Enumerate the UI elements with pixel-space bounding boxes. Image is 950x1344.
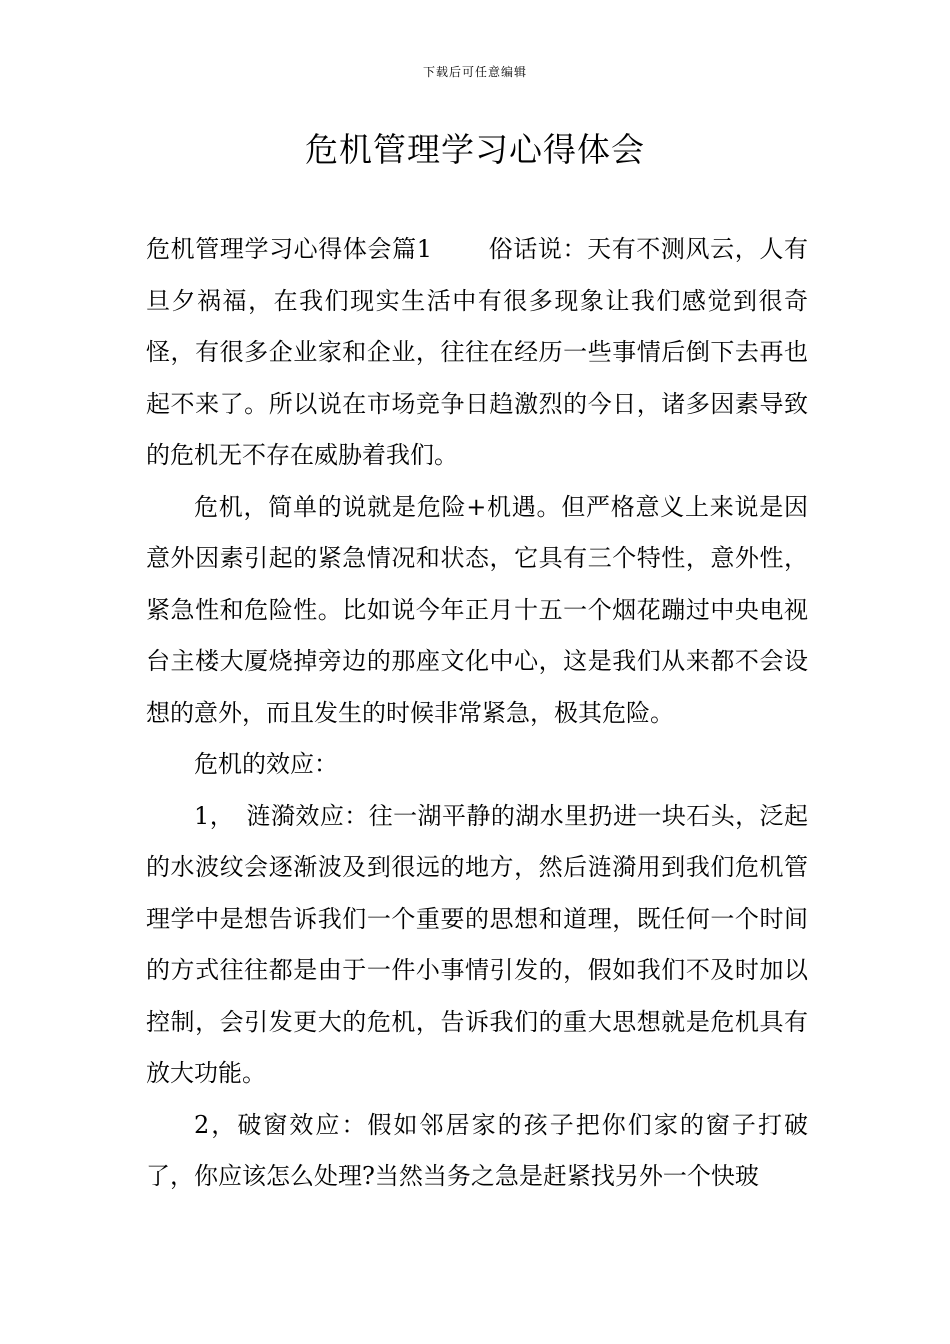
paragraph-intro [146, 224, 808, 482]
paragraph-list-item: 2，破窗效应：假如邻居家的孩子把你们家的窗子打破了，你应该怎么处理?当然当务之急是赶紧找另外一个快玻 [146, 1110, 808, 1190]
paragraph-text: 俗话说：天有不测风云，人有旦夕祸福，在我们现实生活中有很多现象让我们感觉到很奇怪，有很多企业家和企业，往往在经历一些事情后倒下去再也起不来了。所以说在市场竞争日趋激烈的今日，诸多因素导致的危机无不存在威胁着我们。 [146, 235, 808, 469]
paragraph-subheading: 危机的效应： [194, 750, 338, 778]
document-body [146, 224, 808, 1203]
paragraph-list-item: 1， 涟漪效应：往一湖平静的湖水里扔进一块石头，泛起的水波纹会逐渐波及到很远的地方，然后涟漪用到我们危机管理学中是想告诉我们一个重要的思想和道理，既任何一个时间的方式往往都是由于一件小事情引发的，假如我们不及时加以控制，会引发更大的危机，告诉我们的重大思想就是危机具有放大功能。 [146, 801, 808, 1087]
paragraph: 危机，简单的说就是危险+机遇。但严格意义上来说是因意外因素引起的紧急情况和状态，它具有三个特性，意外性，紧急性和危险性。比如说今年正月十五一个烟花蹦过中央电视台主楼大厦烧掉旁边的那座文化中心，这是我们从来都不会设想的意外，而且发生的时候非常紧急，极其危险。 [146, 492, 808, 727]
document-title: 危机管理学习心得体会 [305, 130, 645, 169]
section-heading: 危机管理学习心得体会篇1 [146, 235, 433, 263]
page-header-note: 下载后可任意编辑 [422, 65, 527, 79]
